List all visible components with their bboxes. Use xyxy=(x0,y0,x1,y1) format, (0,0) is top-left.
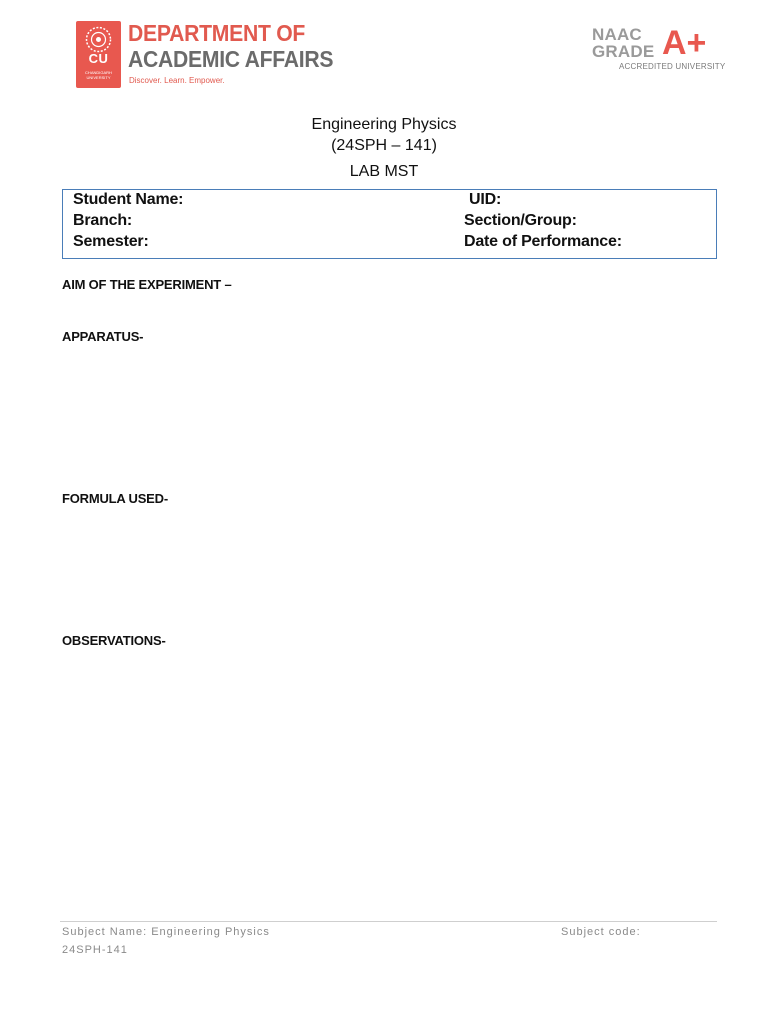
grade-label: GRADE xyxy=(592,42,655,61)
accreditation-caption: ACCREDITED UNIVERSITY xyxy=(619,62,726,71)
course-code: (24SPH – 141) xyxy=(331,137,437,154)
student-info-box xyxy=(62,189,717,259)
observations-heading: OBSERVATIONS- xyxy=(62,633,166,648)
exam-type-title: LAB MST xyxy=(349,163,419,180)
uid-label: UID: xyxy=(469,191,502,208)
university-abbrev: CU xyxy=(88,51,109,66)
footer-divider xyxy=(60,921,717,922)
footer-subject-name: Subject Name: Engineering Physics xyxy=(62,926,270,938)
footer-subject-code-label: Subject code: xyxy=(561,926,641,938)
university-logo xyxy=(76,18,336,90)
university-name: CHANDIGARH UNIVERSITY xyxy=(85,70,112,80)
grade-value: A+ xyxy=(662,24,707,62)
semester-label: Semester: xyxy=(73,233,149,250)
naac-label: NAAC xyxy=(592,25,642,44)
department-tagline: Discover. Learn. Empower. xyxy=(129,76,225,85)
apparatus-heading: APPARATUS- xyxy=(62,329,144,344)
date-of-performance-label: Date of Performance: xyxy=(464,233,622,250)
subject-title: Engineering Physics xyxy=(311,116,457,133)
section-group-label: Section/Group: xyxy=(464,212,577,229)
department-title-line2: ACADEMIC AFFAIRS xyxy=(128,46,334,72)
formula-heading: FORMULA USED- xyxy=(62,491,168,506)
department-title-line1: DEPARTMENT OF xyxy=(128,20,306,46)
naac-accreditation-logo xyxy=(592,24,726,74)
footer-subject-code-value: 24SPH-141 xyxy=(62,944,128,956)
student-name-label: Student Name: xyxy=(73,191,184,208)
branch-label: Branch: xyxy=(73,212,133,229)
aim-heading: AIM OF THE EXPERIMENT – xyxy=(62,277,232,292)
